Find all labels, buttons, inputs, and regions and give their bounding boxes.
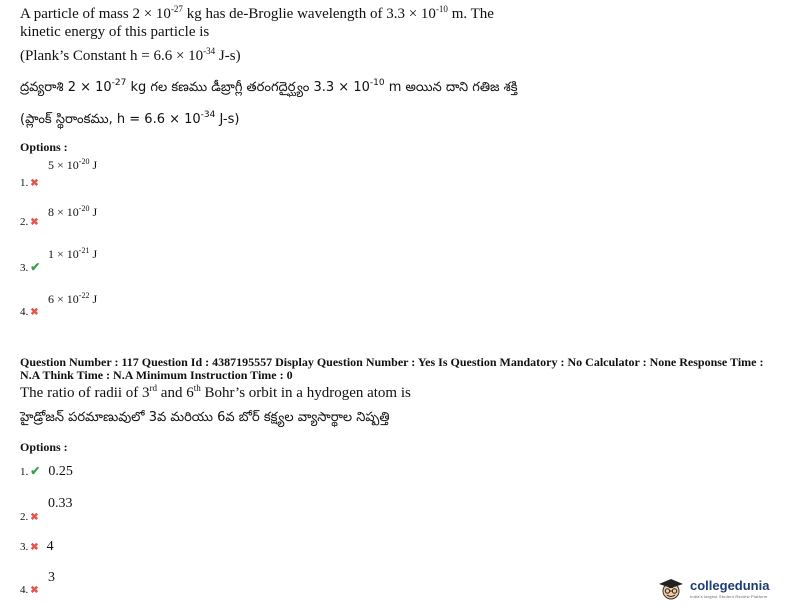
q1-telugu-line1: ద్రవ్యరాశి $2 \times 10^{-27}$ kg గల కణము డీబ్రాగ్లీ తరంగదైర్ఘ్యం $3.3 \times 10^{-10}$ m అయిన దాని గతిజ శక్తి	[20, 78, 518, 95]
q1-telugu-line2: (ప్లాంక్ స్థిరాంకము, $h = 6.6 \times 10^{-34}$ J-s)	[20, 110, 240, 127]
option-number: 3.	[20, 262, 29, 274]
graduate-mascot-icon	[656, 577, 686, 601]
q2-option-4[interactable]	[20, 580, 39, 598]
q1-text-line2: kinetic energy of this particle is	[20, 24, 210, 40]
option-value: 0.25	[48, 464, 73, 479]
q1-option-2-value: $8 \times 10^{-20}$ J	[48, 204, 98, 219]
q1-options-label: Options :	[20, 140, 68, 154]
q1-option-4[interactable]	[20, 302, 39, 320]
cross-icon: ✖	[30, 307, 39, 318]
check-icon: ✔	[30, 260, 41, 274]
logo-text: collegedunia	[690, 578, 770, 593]
q2-text: The ratio of radii of 3rd and 6th Bohr’s orbit in a hydrogen atom is	[20, 383, 411, 401]
cross-icon: ✖	[30, 542, 39, 553]
q1-text-line1: A particle of mass $2 \times 10^{-27}$ kg has de-Broglie wavelength of $3.3 \times 10^{-10}$ m. The	[20, 4, 494, 22]
check-icon: ✔	[30, 464, 41, 478]
option-number: 2.	[20, 216, 29, 228]
q1-option-3[interactable]	[20, 258, 40, 276]
collegedunia-logo	[656, 576, 786, 602]
q2-options-label: Options :	[20, 440, 68, 454]
q2-option-2[interactable]	[20, 507, 39, 525]
q2-meta-line1: Question Number : 117 Question Id : 4387195557 Display Question Number : Yes Is Question Mandatory : No Calculator : None Response Time :	[20, 355, 764, 369]
option-number: 1.	[20, 177, 29, 189]
q2-option-1[interactable]	[20, 462, 73, 480]
q2-option-3[interactable]	[20, 537, 54, 555]
q1-option-3-value: $1 \times 10^{-21}$ J	[48, 246, 98, 261]
option-number: 4.	[20, 306, 29, 318]
q1-option-1[interactable]	[20, 173, 39, 191]
q2-telugu: హైడ్రోజన్ పరమాణువులో 3వ మరియు 6వ బోర్ కక్ష్యల వ్యాసార్థాల నిష్పత్తి	[20, 410, 390, 425]
q2-option-4-value: 3	[48, 570, 55, 585]
cross-icon: ✖	[30, 178, 39, 189]
option-number: 1.	[20, 466, 29, 478]
q1-option-2[interactable]	[20, 212, 39, 230]
cross-icon: ✖	[30, 585, 39, 596]
q1-text-line3: (Plank’s Constant $h = 6.6 \times 10^{-34}$ J-s)	[20, 46, 241, 64]
option-value: 4	[46, 539, 54, 554]
option-number: 4.	[20, 584, 29, 596]
option-number: 2.	[20, 511, 29, 523]
cross-icon: ✖	[30, 217, 39, 228]
logo-tagline: India's largest Student Review Platform	[690, 594, 768, 599]
q1-option-4-value: $6 \times 10^{-22}$ J	[48, 291, 98, 306]
q2-option-2-value: 0.33	[48, 496, 73, 511]
option-number: 3.	[20, 541, 29, 553]
cross-icon: ✖	[30, 512, 39, 523]
q1-option-1-value: $5 \times 10^{-20}$ J	[48, 157, 98, 172]
q2-meta-line2: N.A Think Time : N.A Minimum Instruction Time : 0	[20, 368, 293, 382]
